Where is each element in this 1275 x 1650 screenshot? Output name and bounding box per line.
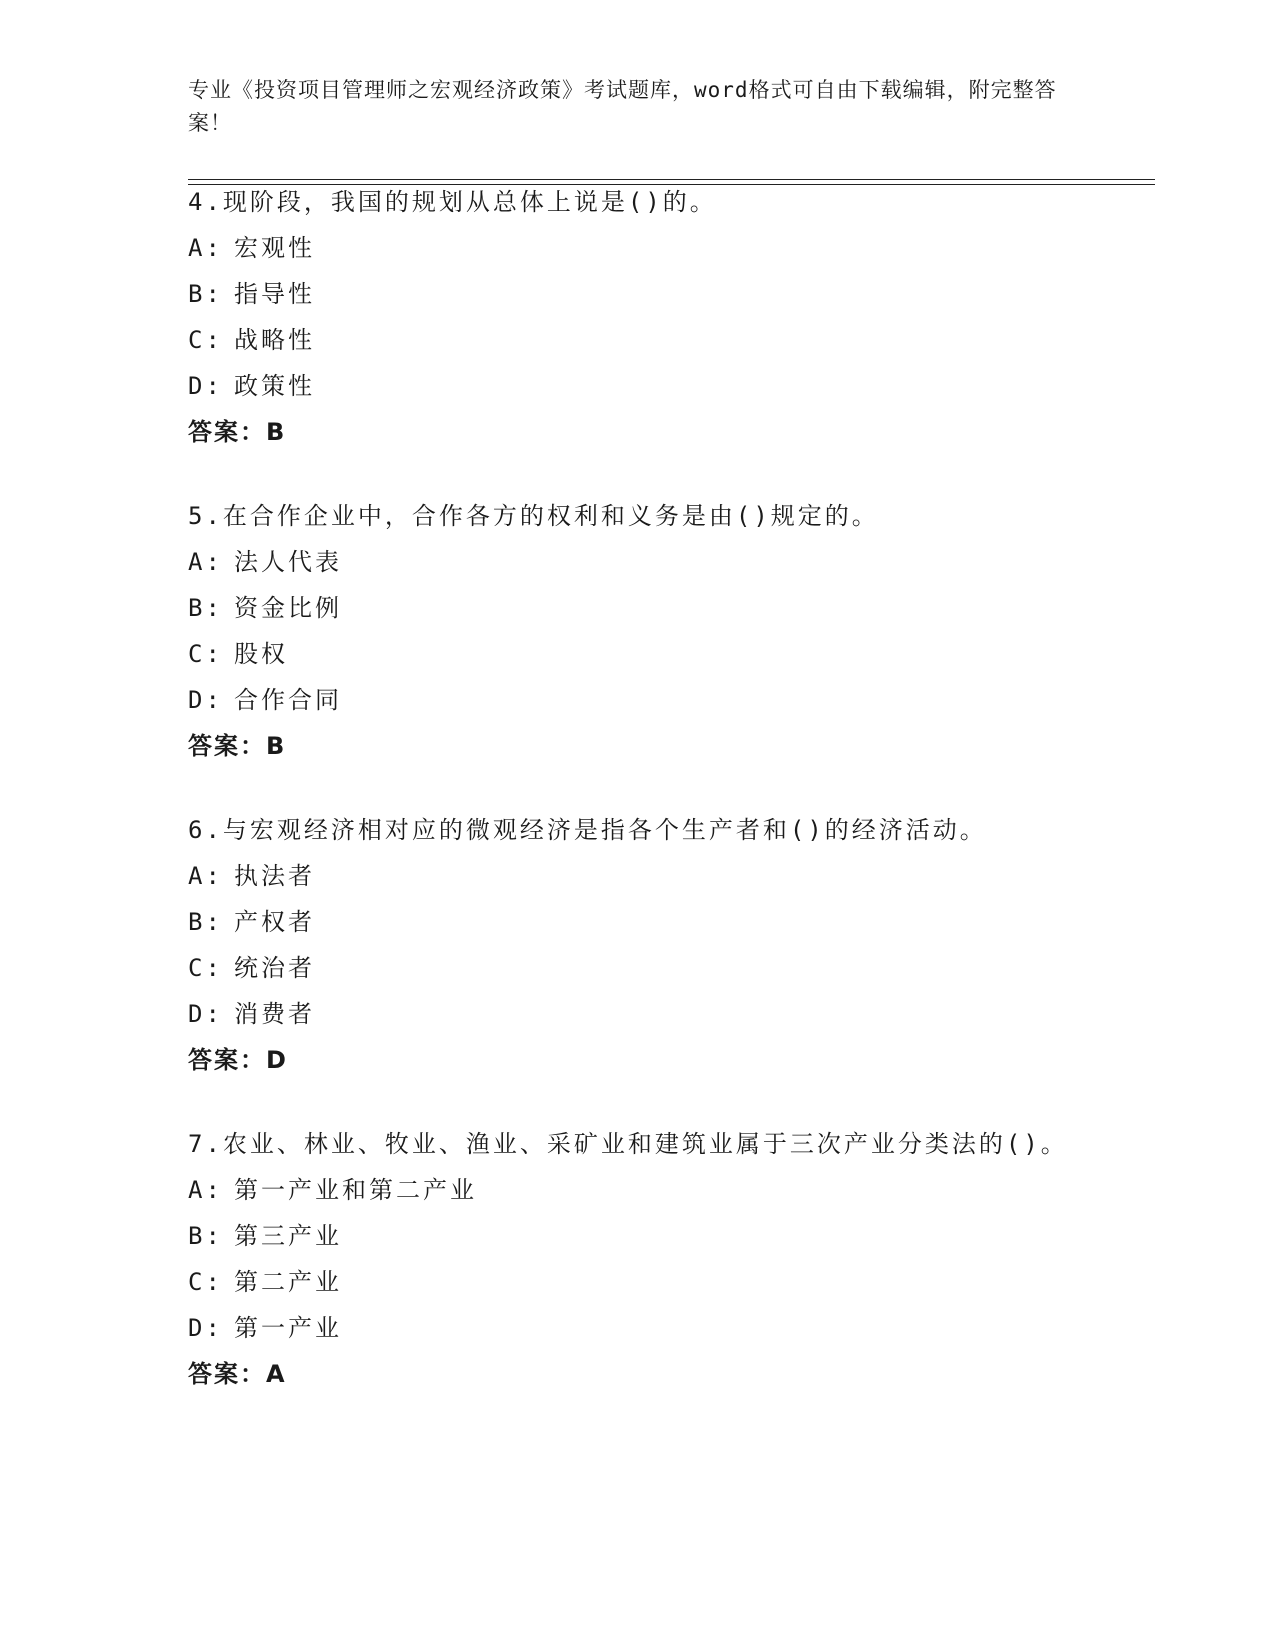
option-key: D: — [188, 372, 223, 400]
option-key: D: — [188, 686, 223, 714]
option-key: D: — [188, 1314, 223, 1342]
option-text: 产权者 — [234, 908, 315, 936]
option-key: A: — [188, 862, 223, 890]
answer-line: 答案：B — [188, 418, 287, 446]
option-text: 股权 — [234, 640, 288, 668]
option-key: B: — [188, 1222, 223, 1250]
answer-line: 答案：D — [188, 1046, 288, 1074]
option-key: B: — [188, 280, 223, 308]
option-c — [188, 1259, 1108, 1305]
answer-line: 答案：B — [188, 732, 287, 760]
option-text: 战略性 — [234, 326, 315, 354]
option-b — [188, 1213, 1108, 1259]
option-text: 宏观性 — [234, 234, 315, 262]
option-text: 法人代表 — [234, 548, 342, 576]
option-d — [188, 1305, 1108, 1351]
option-a — [188, 539, 1108, 585]
option-c — [188, 945, 1108, 991]
option-a — [188, 853, 1108, 899]
question-stem: 6.与宏观经济相对应的微观经济是指各个生产者和()的经济活动。 — [188, 816, 987, 844]
option-key: C: — [188, 954, 223, 982]
question-5 — [188, 493, 1108, 769]
answer-line: 答案：A — [188, 1360, 287, 1388]
option-text: 第二产业 — [234, 1268, 342, 1296]
option-d — [188, 991, 1108, 1037]
option-d — [188, 677, 1108, 723]
question-stem: 7.农业、林业、牧业、渔业、采矿业和建筑业属于三次产业分类法的()。 — [188, 1130, 1068, 1158]
option-text: 指导性 — [234, 280, 315, 308]
option-a — [188, 1167, 1108, 1213]
option-a — [188, 225, 1108, 271]
option-text: 合作合同 — [234, 686, 342, 714]
option-key: A: — [188, 1176, 223, 1204]
option-text: 第三产业 — [234, 1222, 342, 1250]
question-7 — [188, 1121, 1108, 1397]
option-text: 政策性 — [234, 372, 315, 400]
question-stem: 4.现阶段，我国的规划从总体上说是()的。 — [188, 188, 717, 216]
option-key: D: — [188, 1000, 223, 1028]
option-key: B: — [188, 594, 223, 622]
document-header: 专业《投资项目管理师之宏观经济政策》考试题库，word格式可自由下载编辑，附完整答案！ — [188, 78, 1057, 135]
option-d — [188, 363, 1108, 409]
option-key: A: — [188, 234, 223, 262]
option-key: C: — [188, 1268, 223, 1296]
option-b — [188, 585, 1108, 631]
option-key: C: — [188, 640, 223, 668]
option-c — [188, 631, 1108, 677]
option-text: 资金比例 — [234, 594, 342, 622]
option-key: C: — [188, 326, 223, 354]
option-text: 执法者 — [234, 862, 315, 890]
option-text: 第一产业 — [234, 1314, 342, 1342]
option-text: 统治者 — [234, 954, 315, 982]
option-b — [188, 899, 1108, 945]
option-text: 第一产业和第二产业 — [234, 1176, 477, 1204]
question-4 — [188, 179, 1108, 455]
option-c — [188, 317, 1108, 363]
question-stem: 5.在合作企业中，合作各方的权利和义务是由()规定的。 — [188, 502, 879, 530]
option-key: A: — [188, 548, 223, 576]
option-key: B: — [188, 908, 223, 936]
question-6 — [188, 807, 1108, 1083]
option-text: 消费者 — [234, 1000, 315, 1028]
option-b — [188, 271, 1108, 317]
